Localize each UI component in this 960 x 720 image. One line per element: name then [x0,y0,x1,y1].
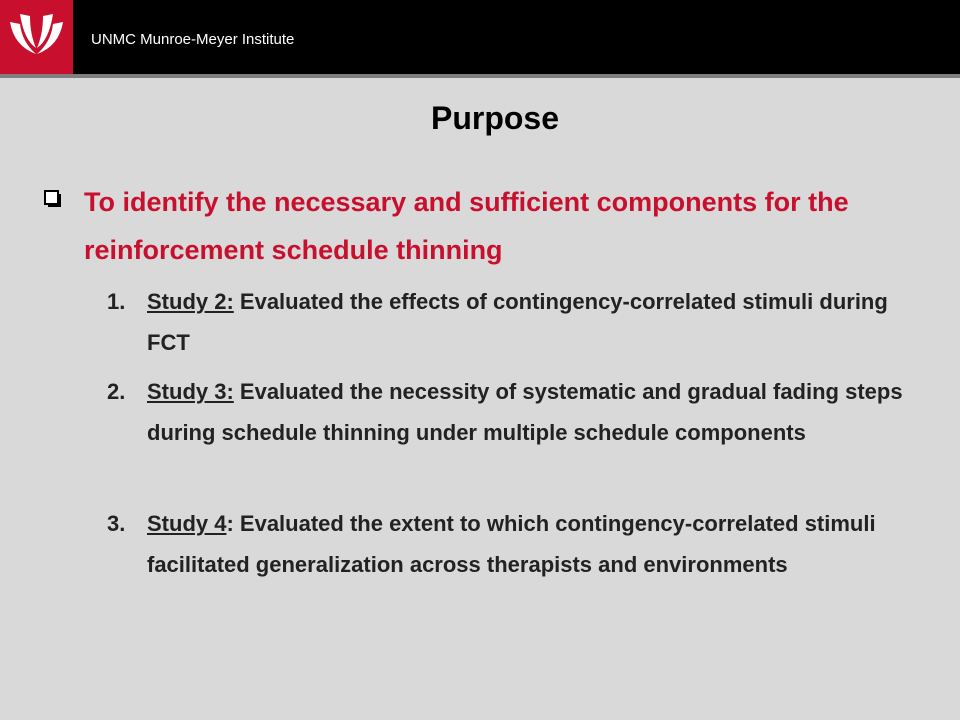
list-item-text: Evaluated the effects of contingency-correlated stimuli during FCT [147,289,888,355]
header-bar [0,0,960,74]
unmc-logo-icon [0,0,73,74]
list-item-body [147,503,927,585]
study-label: Study 4 [147,511,227,536]
list-item-number: 1. [107,289,126,314]
study-label: Study 3: [147,379,234,404]
list-item-number: 3. [107,511,126,536]
list-item-text: : Evaluated the extent to which contingency-correlated stimuli facilitated generalization across therapists and environments [147,511,876,577]
list-item-number: 2. [107,379,126,404]
header-divider [0,74,960,78]
org-name: UNMC Munroe-Meyer Institute [91,31,295,48]
lead-bullet-text: To identify the necessary and sufficient components for the reinforcement schedule thinning [84,187,849,265]
list-item-text: Evaluated the necessity of systematic and gradual fading steps during schedule thinning under multiple schedule components [147,379,903,445]
study-label: Study 2: [147,289,234,314]
checkbox-bullet-icon [44,190,62,208]
slide-title: Purpose [430,100,560,136]
list-item-body [147,281,927,363]
list-item-body [147,371,927,453]
